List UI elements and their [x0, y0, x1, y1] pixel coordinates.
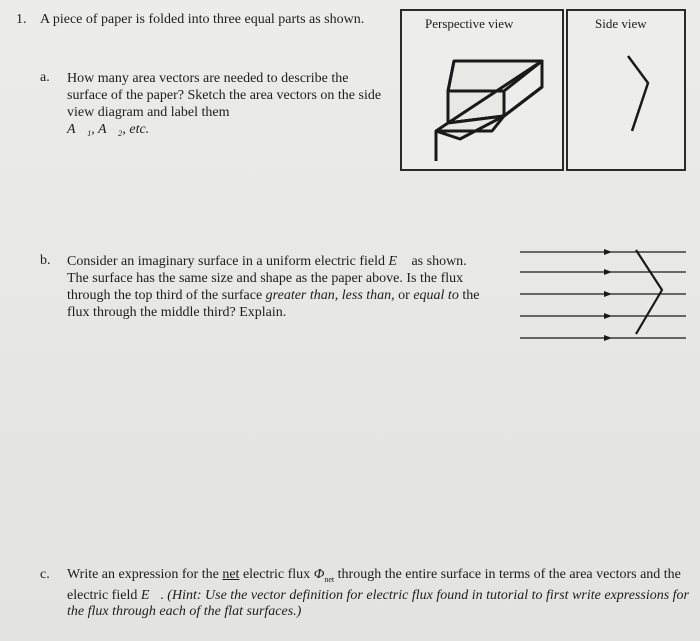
field-arrowhead: [604, 291, 612, 297]
part-c-letter: c.: [40, 567, 50, 582]
field-arrowhead: [604, 249, 612, 255]
part-b-text: [67, 253, 482, 321]
part-b-text-4: or: [394, 288, 414, 303]
option-equal: equal to: [413, 288, 459, 303]
perspective-view-label: Perspective view: [425, 16, 514, 31]
part-b-letter: b.: [40, 253, 51, 268]
field-arrowhead: [604, 313, 612, 319]
net-underlined: net: [222, 567, 240, 582]
folded-paper-side-drawing: [568, 11, 682, 167]
part-c-text-2: electric flux: [239, 567, 314, 582]
field-symbol-e: E⃗: [388, 254, 408, 269]
phi-subscript: net: [324, 574, 335, 584]
part-c-hint: (Hint: Use the vector definition for electric flux found in tutorial to first write expressions for the flux through each of the flat surfaces.): [67, 587, 689, 619]
bleed-through-text: [250, 190, 253, 205]
field-symbol-e-c: E⃗: [140, 587, 161, 603]
part-c-text: [67, 567, 697, 620]
field-arrowhead: [604, 269, 612, 275]
part-b-text-2: as shown. The surface has the same size and shape as the paper above. Is the flux through the top third of the surface: [67, 254, 467, 303]
part-b-text-1: Consider an imaginary surface in a uniform electric field: [67, 254, 389, 269]
part-a-text: [67, 70, 387, 138]
part-c-text-1: Write an expression for the: [67, 567, 223, 582]
electric-field-diagram: [520, 238, 690, 348]
part-a-letter: a.: [40, 70, 50, 85]
phi-symbol: Φ: [313, 567, 325, 582]
imaginary-surface: [636, 250, 662, 334]
part-a-vector-labels: A⃗₁, A⃗₂, etc.: [67, 122, 150, 137]
part-b-text-5: the flux through the middle third? Explain.: [67, 288, 480, 320]
part-c-text-4: .: [160, 587, 168, 603]
part-a-question: How many area vectors are needed to describe the surface of the paper? Sketch the area vectors on the side view diagram and label them: [67, 71, 382, 120]
side-view-label: Side view: [595, 16, 647, 31]
question-intro: A piece of paper is folded into three equal parts as shown.: [40, 12, 365, 27]
folded-paper-perspective-drawing: [402, 11, 560, 167]
option-less: than, less than,: [309, 288, 395, 303]
option-greater: greater: [265, 288, 307, 303]
part-c-text-3: through the entire surface in terms of the area vectors and the electric field: [67, 567, 681, 603]
field-arrowhead: [604, 335, 612, 341]
question-number: 1.: [16, 12, 27, 27]
